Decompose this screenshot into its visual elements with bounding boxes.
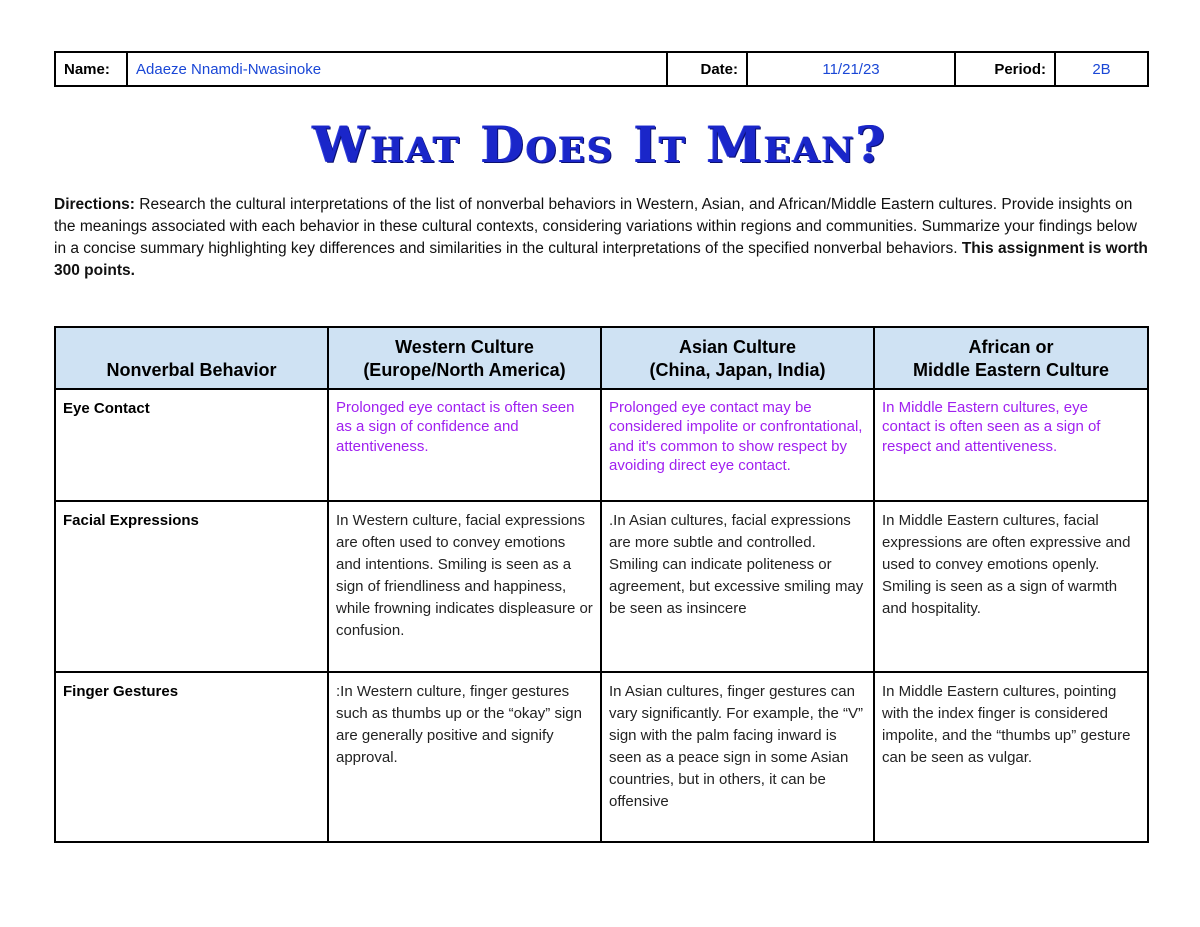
header-behavior: Nonverbal Behavior bbox=[55, 327, 328, 389]
directions-paragraph bbox=[54, 194, 1149, 282]
western-cell[interactable]: In Western culture, facial expressions are often used to convey emotions and intentions. Smiling is seen as a sign of friendliness and happiness, while frowning indicates displeasure or confusion. bbox=[328, 501, 601, 672]
header-western: Western Culture (Europe/North America) bbox=[328, 327, 601, 389]
behavior-cell: Finger Gestures bbox=[55, 672, 328, 842]
page-title: What Does It Mean? bbox=[312, 115, 888, 174]
western-cell[interactable]: Prolonged eye contact is often seen as a sign of confidence and attentiveness. bbox=[328, 389, 601, 501]
date-value[interactable]: 11/21/23 bbox=[747, 52, 955, 86]
name-value[interactable]: Adaeze Nnamdi-Nwasinoke bbox=[127, 52, 667, 86]
period-label: Period: bbox=[955, 52, 1055, 86]
date-label: Date: bbox=[667, 52, 747, 86]
points-note: This assignment is worth 300 points. bbox=[54, 240, 1148, 279]
directions-label: Directions: bbox=[54, 196, 135, 213]
directions-text: Research the cultural interpretations of the list of nonverbal behaviors in Western, Asian, and African/Middle Eastern cultures. Provide insights on the meanings associated with each behavior in these cultural contexts, considering variations within regions and communities. Summarize your findings below in a concise summary highlighting key differences and similarities in the cultural interpretations of the specified nonverbal behaviors. bbox=[54, 196, 1137, 257]
student-info-header bbox=[54, 51, 1149, 87]
table-row bbox=[55, 501, 1148, 672]
behavior-cell: Facial Expressions bbox=[55, 501, 328, 672]
asian-cell[interactable]: .In Asian cultures, facial expressions are more subtle and controlled. Smiling can indicate politeness or agreement, but excessive smiling may be seen as insincere bbox=[601, 501, 874, 672]
nonverbal-behavior-table bbox=[54, 326, 1149, 843]
table-row bbox=[55, 389, 1148, 501]
table-row bbox=[55, 672, 1148, 842]
african-cell[interactable]: In Middle Eastern cultures, pointing with the index finger is considered impolite, and the “thumbs up” gesture can be seen as vulgar. bbox=[874, 672, 1148, 842]
header-african: African or Middle Eastern Culture bbox=[874, 327, 1148, 389]
period-value[interactable]: 2B bbox=[1055, 52, 1148, 86]
table-header-row bbox=[55, 327, 1148, 389]
asian-cell[interactable]: In Asian cultures, finger gestures can vary significantly. For example, the “V” sign with the palm facing inward is seen as a peace sign in some Asian countries, but in others, it can be offensive bbox=[601, 672, 874, 842]
african-cell[interactable]: In Middle Eastern cultures, eye contact is often seen as a sign of respect and attentiveness. bbox=[874, 389, 1148, 501]
name-label: Name: bbox=[55, 52, 127, 86]
behavior-cell: Eye Contact bbox=[55, 389, 328, 501]
asian-cell[interactable]: Prolonged eye contact may be considered impolite or confrontational, and it's common to show respect by avoiding direct eye contact. bbox=[601, 389, 874, 501]
african-cell[interactable]: In Middle Eastern cultures, facial expressions are often expressive and used to convey emotions openly. Smiling is seen as a sign of warmth and hospitality. bbox=[874, 501, 1148, 672]
header-asian: Asian Culture (China, Japan, India) bbox=[601, 327, 874, 389]
western-cell[interactable]: :In Western culture, finger gestures such as thumbs up or the “okay” sign are generally positive and signify approval. bbox=[328, 672, 601, 842]
